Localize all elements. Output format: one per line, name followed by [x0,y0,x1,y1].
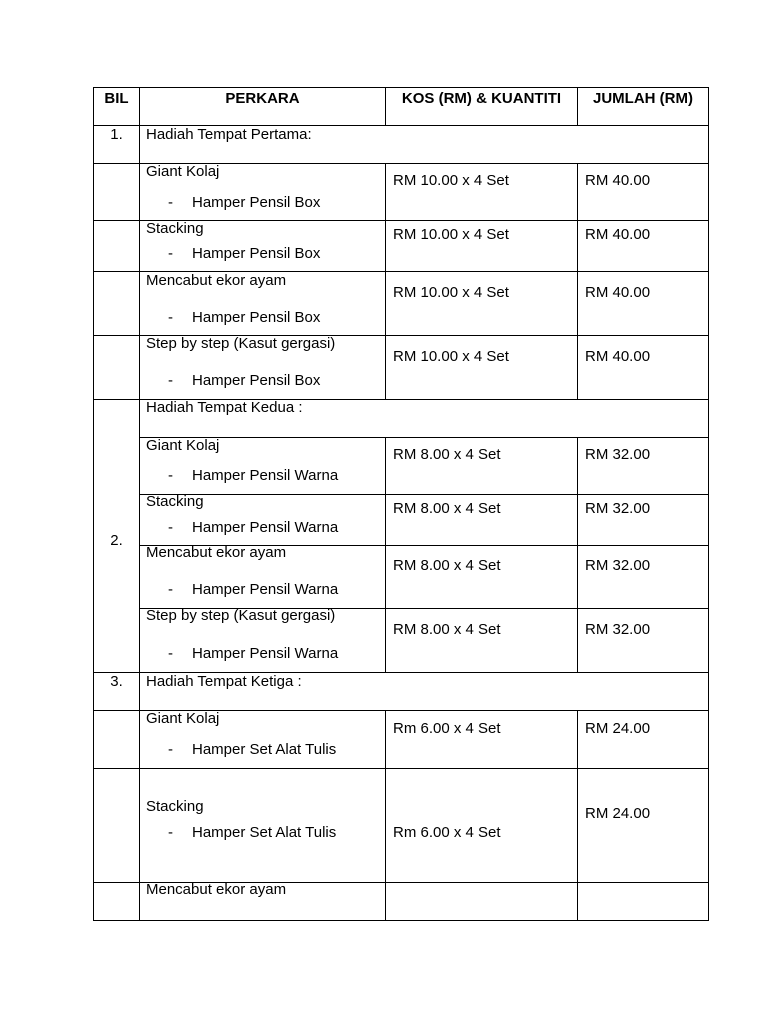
section-title-cell [140,400,709,438]
jumlah-cell [578,609,709,673]
jumlah-cell [578,221,709,272]
section-title: Hadiah Tempat Ketiga : [146,673,302,690]
kos-value: RM 10.00 x 4 Set [393,172,509,189]
item-name: Mencabut ekor ayam [146,544,287,561]
kos-cell [386,336,578,400]
kos-value: RM 8.00 x 4 Set [393,621,501,638]
table-row [94,272,709,336]
jumlah-cell [578,336,709,400]
kos-value: RM 10.00 x 4 Set [393,226,509,243]
table-row [94,221,709,272]
item-name: Giant Kolaj [146,163,220,180]
bil-number: 3. [110,673,123,690]
table-row [94,609,709,673]
header-row [94,88,709,126]
item-sub: - Hamper Pensil Warna [168,519,339,536]
perkara-cell [140,336,386,400]
jumlah-value: RM 32.00 [585,621,651,638]
table-row [94,495,709,546]
header-perkara: PERKARA [140,88,386,126]
kos-cell [386,883,578,921]
item-sub: - Hamper Pensil Warna [168,645,339,662]
kos-value: RM 10.00 x 4 Set [393,348,509,365]
jumlah-value: RM 32.00 [585,446,651,463]
jumlah-value: RM 24.00 [585,805,651,822]
jumlah-cell [578,438,709,495]
item-sub: - Hamper Pensil Box [168,194,321,211]
section-title-row [94,673,709,711]
perkara-cell [140,711,386,769]
jumlah-cell [578,711,709,769]
kos-cell [386,164,578,221]
budget-table [93,87,709,921]
section-title-cell [140,673,709,711]
perkara-cell [140,438,386,495]
perkara-cell [140,883,386,921]
kos-value: Rm 6.00 x 4 Set [393,720,501,737]
jumlah-cell [578,769,709,883]
item-sub: - Hamper Pensil Warna [168,467,339,484]
header-jumlah: JUMLAH (RM) [578,88,709,126]
section-title-cell [140,126,709,164]
kos-cell [386,711,578,769]
item-sub: - Hamper Pensil Warna [168,581,339,598]
jumlah-value: RM 40.00 [585,172,651,189]
bil-cell [94,400,140,673]
table-row [94,546,709,609]
jumlah-value: RM 40.00 [585,348,651,365]
section-title: Hadiah Tempat Pertama: [146,126,312,143]
header-bil: BIL [94,88,140,126]
jumlah-value: RM 24.00 [585,720,651,737]
kos-cell [386,438,578,495]
jumlah-cell [578,546,709,609]
bil-number: 1. [110,126,123,143]
table-row [94,769,709,883]
jumlah-cell [578,272,709,336]
item-name: Step by step (Kasut gergasi) [146,607,336,624]
item-name: Step by step (Kasut gergasi) [146,335,336,352]
table-row [94,883,709,921]
perkara-cell [140,495,386,546]
perkara-cell [140,609,386,673]
kos-cell [386,272,578,336]
table-row [94,711,709,769]
perkara-cell [140,164,386,221]
item-name: Stacking [146,493,204,510]
kos-cell [386,495,578,546]
jumlah-value: RM 40.00 [585,226,651,243]
kos-value: RM 8.00 x 4 Set [393,557,501,574]
kos-value: RM 8.00 x 4 Set [393,500,501,517]
kos-cell [386,609,578,673]
section-title-row [94,126,709,164]
kos-cell [386,769,578,883]
kos-value: RM 8.00 x 4 Set [393,446,501,463]
perkara-cell [140,769,386,883]
kos-value: Rm 6.00 x 4 Set [393,824,501,841]
item-name: Stacking [146,220,204,237]
item-sub: - Hamper Set Alat Tulis [168,824,337,841]
bil-cell [94,126,140,164]
item-sub: - Hamper Pensil Box [168,372,321,389]
perkara-cell [140,221,386,272]
jumlah-cell [578,164,709,221]
kos-value: RM 10.00 x 4 Set [393,284,509,301]
item-name: Giant Kolaj [146,710,220,727]
jumlah-cell [578,883,709,921]
table-row [94,164,709,221]
section-title-row [94,400,709,438]
item-name: Mencabut ekor ayam [146,272,287,289]
bil-cell [94,673,140,711]
kos-cell [386,221,578,272]
bil-number: 2. [110,532,123,549]
item-name: Stacking [146,798,204,815]
jumlah-cell [578,495,709,546]
perkara-cell [140,272,386,336]
jumlah-value: RM 40.00 [585,284,651,301]
table-row [94,438,709,495]
item-sub: - Hamper Set Alat Tulis [168,741,337,758]
item-name: Mencabut ekor ayam [146,881,287,898]
kos-cell [386,546,578,609]
jumlah-value: RM 32.00 [585,500,651,517]
item-name: Giant Kolaj [146,437,220,454]
header-kos: KOS (RM) & KUANTITI [386,88,578,126]
item-sub: - Hamper Pensil Box [168,309,321,326]
section-title: Hadiah Tempat Kedua : [146,399,303,416]
item-sub: - Hamper Pensil Box [168,245,321,262]
table-row [94,336,709,400]
perkara-cell [140,546,386,609]
jumlah-value: RM 32.00 [585,557,651,574]
